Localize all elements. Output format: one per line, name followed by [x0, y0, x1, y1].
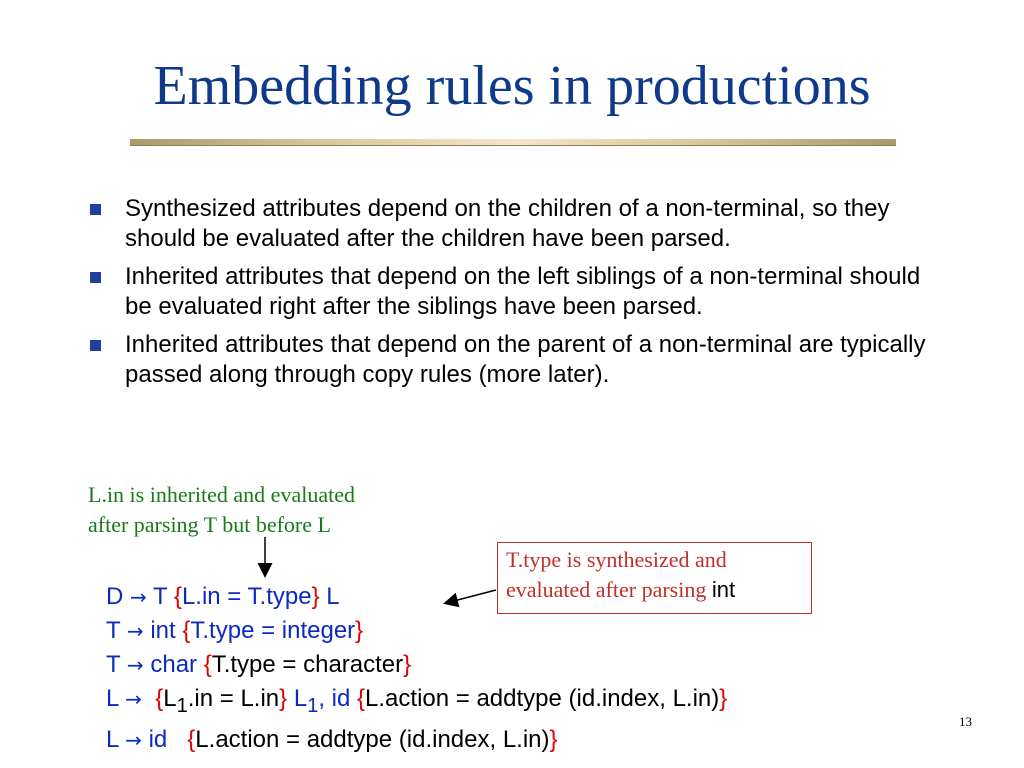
close-brace: } — [311, 583, 320, 610]
open-brace: { — [357, 685, 366, 712]
semantic-action — [163, 685, 280, 717]
symbol: id — [148, 725, 168, 753]
symbol: int — [150, 617, 176, 644]
semantic-action: T.type = integer — [190, 617, 356, 644]
semantic-action: L.in = T.type — [181, 583, 312, 610]
callout-token: int — [711, 577, 736, 602]
grammar-row — [106, 723, 727, 757]
square-bullet-icon — [90, 204, 101, 215]
open-brace: { — [182, 617, 191, 644]
symbol: , id — [318, 685, 351, 712]
page-number: 13 — [959, 714, 972, 729]
arrow-icon: → — [125, 727, 142, 752]
callout-line: T.type is synthesized and — [506, 547, 727, 572]
close-brace: } — [549, 725, 558, 753]
subscript: 1 — [307, 694, 319, 717]
close-brace: } — [719, 685, 728, 712]
symbol: L — [293, 685, 308, 712]
nonterminal: D — [106, 583, 124, 610]
arrow-icon: → — [126, 619, 144, 643]
title-divider — [130, 139, 896, 145]
bullet-text: Inherited attributes that depend on the parent of a non-terminal are typically passed along through copy rules (more later). — [125, 331, 926, 388]
bullet-item — [88, 262, 948, 322]
close-brace: } — [403, 651, 412, 678]
open-brace: { — [187, 725, 196, 753]
semantic-action: L.action = addtype (id.index, L.in) — [195, 725, 550, 753]
nonterminal: T — [106, 651, 121, 678]
bullet-text: Inherited attributes that depend on the left siblings of a non-terminal should be evaluated right after the siblings have been parsed. — [125, 263, 921, 320]
arrow-icon: → — [126, 653, 144, 677]
symbol: L — [326, 583, 340, 610]
symbol: T — [153, 583, 168, 610]
bullet-item — [88, 194, 948, 254]
slide-title: Embedding rules in productions — [153, 55, 871, 117]
bullet-item — [88, 330, 948, 390]
arrow-icon: → — [130, 585, 147, 609]
symbol: char — [150, 651, 198, 678]
subscript: 1 — [176, 694, 188, 717]
action-part: L — [163, 685, 177, 712]
bullet-text: Synthesized attributes depend on the children of a non-terminal, so they should be evaluated after the children have been parsed. — [125, 195, 890, 252]
nonterminal: T — [106, 617, 121, 644]
semantic-action: L.action = addtype (id.index, L.in) — [365, 685, 720, 712]
inherited-note-line: L.in is inherited and evaluated — [88, 482, 355, 507]
action-part: .in = L.in — [187, 685, 280, 712]
inherited-note-line: after parsing T but before L — [88, 512, 331, 537]
inherited-note — [88, 480, 355, 540]
open-brace: { — [203, 651, 212, 678]
open-brace: { — [173, 583, 182, 610]
grammar-row — [106, 580, 727, 614]
nonterminal: L — [106, 725, 119, 753]
close-brace: } — [279, 685, 288, 712]
close-brace: } — [355, 617, 364, 644]
square-bullet-icon — [90, 272, 101, 283]
bullet-list — [88, 194, 948, 398]
square-bullet-icon — [90, 340, 101, 351]
nonterminal: L — [106, 685, 119, 712]
arrow-icon: → — [125, 687, 142, 711]
callout-text: evaluated after parsing — [506, 577, 707, 602]
grammar-row — [106, 648, 727, 682]
grammar-row — [106, 614, 727, 648]
semantic-action: T.type = character — [211, 651, 404, 678]
grammar-rules — [106, 580, 727, 757]
grammar-row — [106, 682, 727, 723]
open-brace: { — [155, 685, 164, 712]
